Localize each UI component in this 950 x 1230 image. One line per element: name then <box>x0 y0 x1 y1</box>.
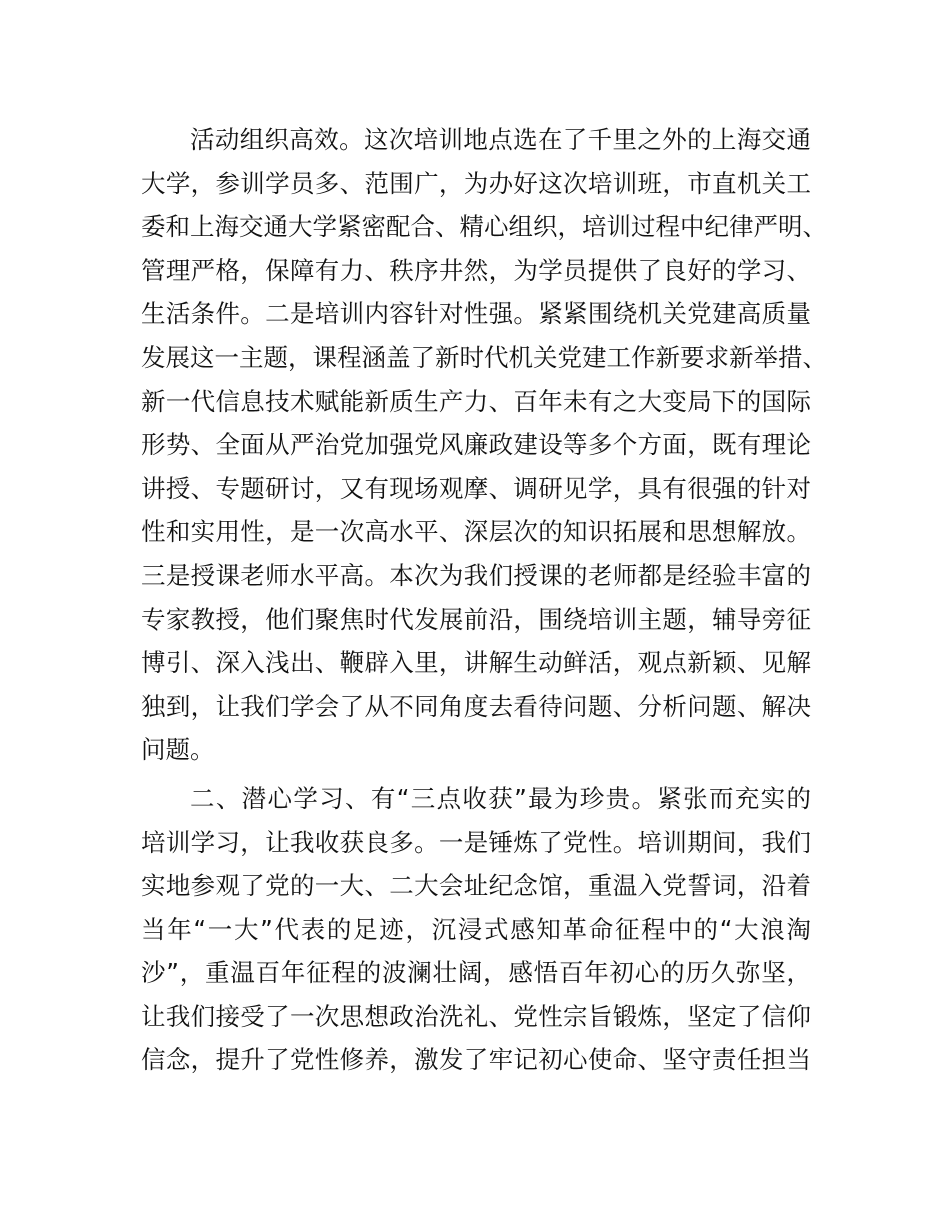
text-line: 博引、深入浅出、鞭辟入里，讲解生动鲜活，观点新颖、见解 <box>141 648 811 678</box>
text-line: 专家教授，他们聚焦时代发展前沿，围绕培训主题，辅导旁征 <box>141 604 811 634</box>
text-line: 当年“一大”代表的足迹，沉浸式感知革命征程中的“大浪淘 <box>141 914 811 944</box>
text-line: 独到，让我们学会了从不同角度去看待问题、分析问题、解决 <box>141 691 811 721</box>
text-line: 培训学习，让我收获良多。一是锤炼了党性。培训期间，我们 <box>141 827 811 857</box>
text-line: 形势、全面从严治党加强党风廉政建设等多个方面，既有理论 <box>141 430 811 460</box>
text-line: 新一代信息技术赋能新质生产力、百年未有之大变局下的国际 <box>141 386 811 416</box>
text-line: 大学，参训学员多、范围广，为办好这次培训班，市直机关工 <box>141 168 811 198</box>
text-line: 信念，提升了党性修养，激发了牢记初心使命、坚守责任担当 <box>141 1045 811 1075</box>
text-line: 问题。 <box>141 735 215 765</box>
text-line: 管理严格，保障有力、秩序井然，为学员提供了良好的学习、 <box>141 255 811 285</box>
text-line: 让我们接受了一次思想政治洗礼、党性宗旨锻炼，坚定了信仰 <box>141 1001 811 1031</box>
text-line: 沙”，重温百年征程的波澜壮阔，感悟百年初心的历久弥坚， <box>141 958 811 988</box>
text-line: 性和实用性，是一次高水平、深层次的知识拓展和思想解放。 <box>141 517 811 547</box>
text-line: 活动组织高效。这次培训地点选在了千里之外的上海交通 <box>190 125 811 154</box>
text-line: 发展这一主题，课程涵盖了新时代机关党建工作新要求新举措、 <box>141 342 827 372</box>
text-line: 二、潜心学习、有“三点收获”最为珍贵。紧张而充实的 <box>190 783 811 813</box>
text-line: 委和上海交通大学紧密配合、精心组织，培训过程中纪律严明、 <box>141 212 827 242</box>
text-line: 讲授、专题研讨，又有现场观摩、调研见学，具有很强的针对 <box>141 473 811 503</box>
document-body <box>141 118 827 1082</box>
text-line: 生活条件。二是培训内容针对性强。紧紧围绕机关党建高质量 <box>141 299 811 329</box>
text-line: 实地参观了党的一大、二大会址纪念馆，重温入党誓词，沿着 <box>141 871 811 901</box>
text-line: 三是授课老师水平高。本次为我们授课的老师都是经验丰富的 <box>141 560 811 590</box>
paragraph-three-gains <box>141 777 811 1082</box>
paragraph-activity-organization <box>141 118 827 772</box>
